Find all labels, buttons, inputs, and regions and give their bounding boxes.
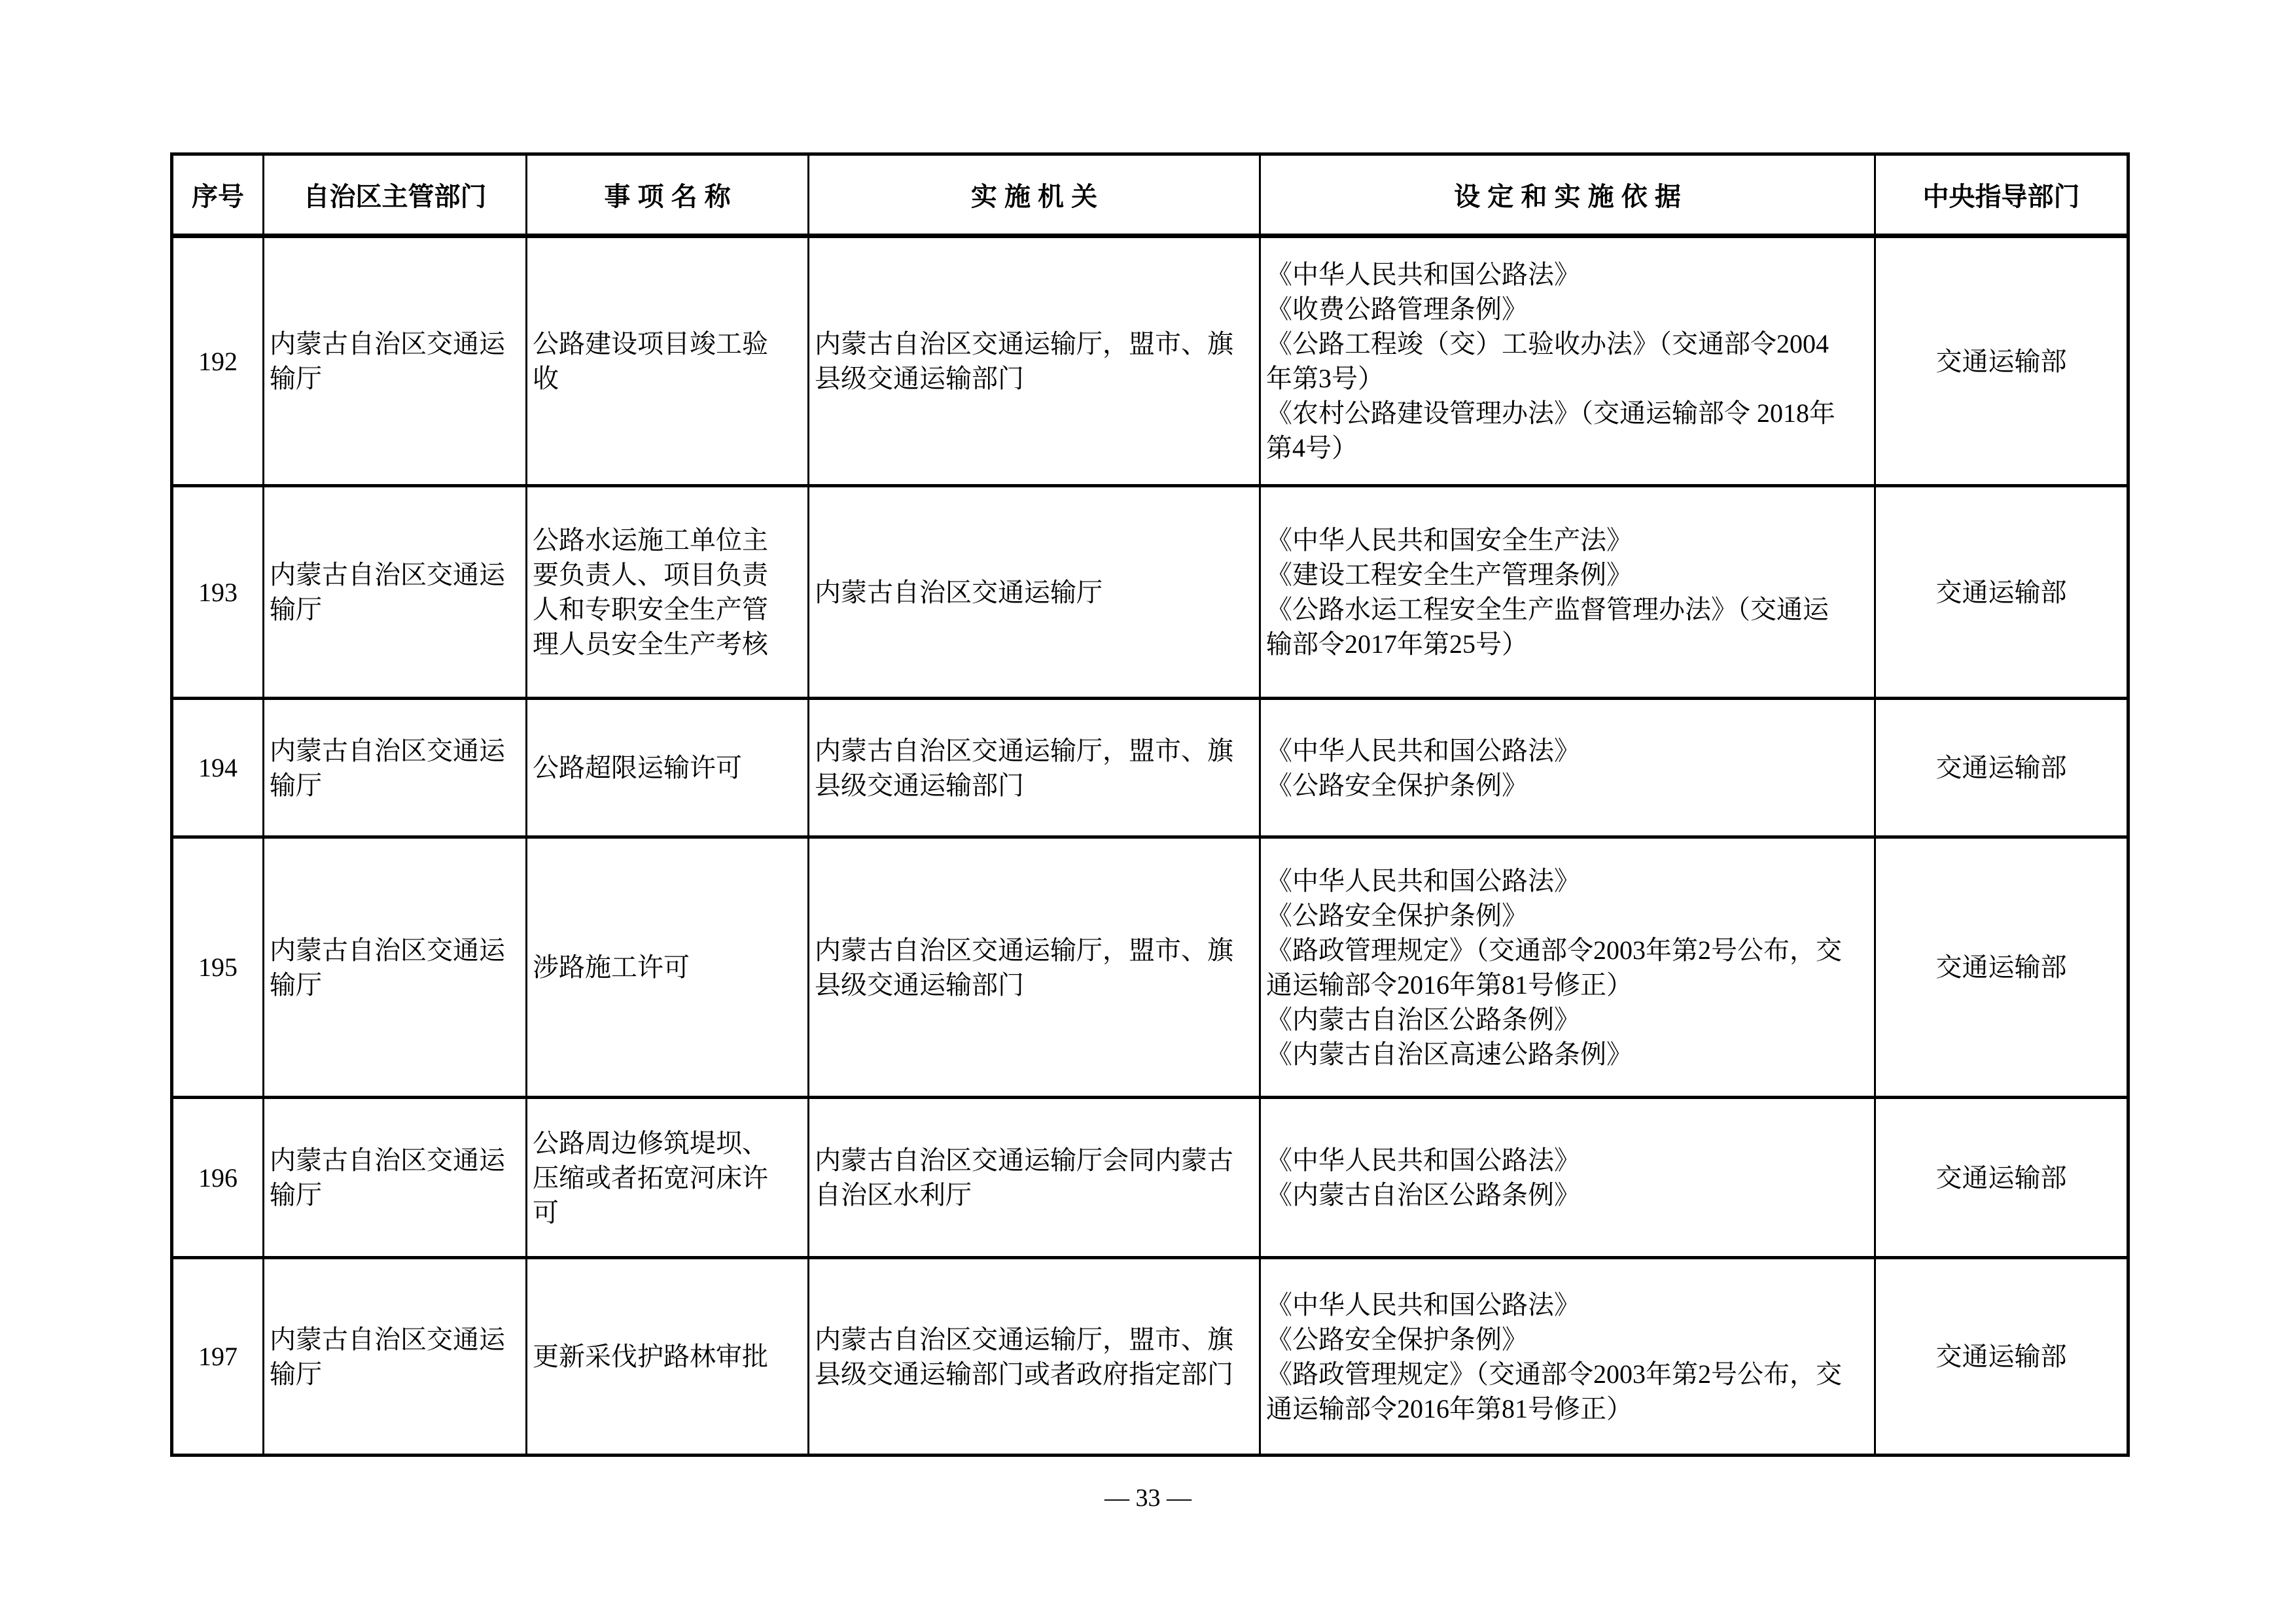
cell-serial-number: 195 xyxy=(172,837,264,1098)
basis-entry: 《建设工程安全生产管理条例》 xyxy=(1266,560,1633,589)
cell-implementing-agency: 内蒙古自治区交通运输厅，盟市、旗县级交通运输部门 xyxy=(809,699,1260,837)
cell-legal-basis xyxy=(1260,837,1875,1098)
cell-item-name: 公路超限运输许可 xyxy=(527,699,809,837)
cell-implementing-agency: 内蒙古自治区交通运输厅，盟市、旗县级交通运输部门 xyxy=(809,837,1260,1098)
header-region-department: 自治区主管部门 xyxy=(264,154,527,236)
page-number: — 33 — xyxy=(1104,1484,1192,1512)
cell-central-guidance-department: 交通运输部 xyxy=(1875,837,2128,1098)
table-header-row xyxy=(172,154,2128,236)
basis-entry: 《路政管理规定》（交通部令2003年第2号公布，交通运输部令2016年第81号修正） xyxy=(1266,1359,1842,1423)
cell-serial-number: 196 xyxy=(172,1098,264,1258)
cell-serial-number: 197 xyxy=(172,1258,264,1456)
basis-entry: 《内蒙古自治区公路条例》 xyxy=(1266,1004,1580,1034)
basis-entry: 《公路工程竣（交）工验收办法》（交通部令2004年第3号） xyxy=(1266,329,1829,393)
cell-implementing-agency: 内蒙古自治区交通运输厅 xyxy=(809,486,1260,699)
basis-entry: 《中华人民共和国安全生产法》 xyxy=(1266,525,1633,555)
cell-legal-basis xyxy=(1260,699,1875,837)
table-row xyxy=(172,837,2128,1098)
table-row xyxy=(172,1098,2128,1258)
basis-entry: 《公路水运工程安全生产监督管理办法》（交通运输部令2017年第25号） xyxy=(1266,595,1829,659)
table-row xyxy=(172,486,2128,699)
cell-serial-number: 192 xyxy=(172,236,264,486)
cell-central-guidance-department: 交通运输部 xyxy=(1875,1258,2128,1456)
cell-region-department: 内蒙古自治区交通运输厅 xyxy=(264,699,527,837)
table-row xyxy=(172,1258,2128,1456)
header-item-name: 事 项 名 称 xyxy=(527,154,809,236)
cell-implementing-agency: 内蒙古自治区交通运输厅，盟市、旗县级交通运输部门 xyxy=(809,236,1260,486)
cell-legal-basis xyxy=(1260,1098,1875,1258)
cell-region-department: 内蒙古自治区交通运输厅 xyxy=(264,1258,527,1456)
cell-legal-basis xyxy=(1260,236,1875,486)
cell-region-department: 内蒙古自治区交通运输厅 xyxy=(264,486,527,699)
basis-entry: 《中华人民共和国公路法》 xyxy=(1266,260,1580,289)
cell-serial-number: 194 xyxy=(172,699,264,837)
basis-entry: 《内蒙古自治区高速公路条例》 xyxy=(1266,1039,1633,1069)
table-row xyxy=(172,236,2128,486)
basis-entry: 《中华人民共和国公路法》 xyxy=(1266,735,1580,765)
cell-central-guidance-department: 交通运输部 xyxy=(1875,486,2128,699)
basis-entry: 《公路安全保护条例》 xyxy=(1266,1324,1528,1354)
cell-region-department: 内蒙古自治区交通运输厅 xyxy=(264,1098,527,1258)
cell-central-guidance-department: 交通运输部 xyxy=(1875,1098,2128,1258)
cell-central-guidance-department: 交通运输部 xyxy=(1875,236,2128,486)
basis-entry: 《收费公路管理条例》 xyxy=(1266,294,1528,324)
header-legal-basis: 设 定 和 实 施 依 据 xyxy=(1260,154,1875,236)
cell-serial-number: 193 xyxy=(172,486,264,699)
header-implementing-agency: 实 施 机 关 xyxy=(809,154,1260,236)
header-central-guidance-department: 中央指导部门 xyxy=(1875,154,2128,236)
cell-item-name: 涉路施工许可 xyxy=(527,837,809,1098)
basis-entry: 《路政管理规定》（交通部令2003年第2号公布，交通运输部令2016年第81号修正） xyxy=(1266,935,1842,1000)
cell-item-name: 公路建设项目竣工验收 xyxy=(527,236,809,486)
cell-central-guidance-department: 交通运输部 xyxy=(1875,699,2128,837)
cell-legal-basis xyxy=(1260,1258,1875,1456)
cell-legal-basis xyxy=(1260,486,1875,699)
basis-entry: 《公路安全保护条例》 xyxy=(1266,770,1528,800)
basis-entry: 《中华人民共和国公路法》 xyxy=(1266,1289,1580,1319)
cell-item-name: 公路水运施工单位主要负责人、项目负责人和专职安全生产管理人员安全生产考核 xyxy=(527,486,809,699)
cell-implementing-agency: 内蒙古自治区交通运输厅会同内蒙古自治区水利厅 xyxy=(809,1098,1260,1258)
table-row xyxy=(172,699,2128,837)
cell-item-name: 公路周边修筑堤坝、压缩或者拓宽河床许可 xyxy=(527,1098,809,1258)
cell-region-department: 内蒙古自治区交通运输厅 xyxy=(264,837,527,1098)
basis-entry: 《中华人民共和国公路法》 xyxy=(1266,865,1580,896)
basis-entry: 《中华人民共和国公路法》 xyxy=(1266,1145,1580,1175)
permission-items-table xyxy=(170,152,2130,1457)
basis-entry: 《内蒙古自治区公路条例》 xyxy=(1266,1180,1580,1210)
cell-region-department: 内蒙古自治区交通运输厅 xyxy=(264,236,527,486)
cell-implementing-agency: 内蒙古自治区交通运输厅，盟市、旗县级交通运输部门或者政府指定部门 xyxy=(809,1258,1260,1456)
header-serial-number: 序号 xyxy=(172,154,264,236)
basis-entry: 《农村公路建设管理办法》（交通运输部令 2018年第4号） xyxy=(1266,398,1835,462)
basis-entry: 《公路安全保护条例》 xyxy=(1266,900,1528,930)
cell-item-name: 更新采伐护路林审批 xyxy=(527,1258,809,1456)
